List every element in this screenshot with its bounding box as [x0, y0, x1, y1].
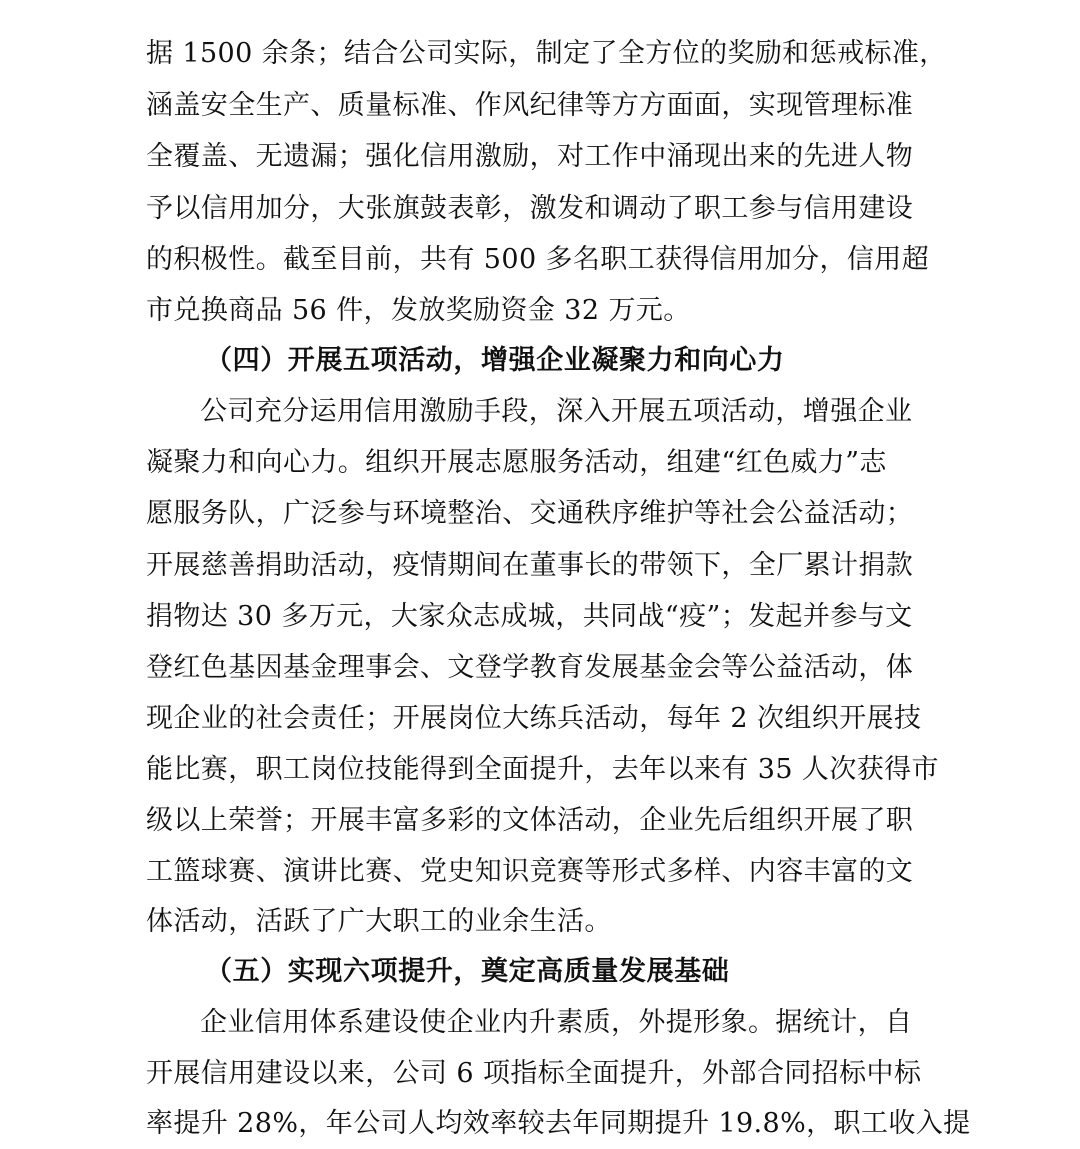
text-line: 率提升 28%，年公司人均效率较去年同期提升 19.8%，职工收入提 — [146, 1108, 971, 1139]
text-line: 涵盖安全生产、质量标准、作风纪律等方方面面，实现管理标准 — [146, 90, 914, 121]
section-heading: （四）开展五项活动，增强企业凝聚力和向心力 — [205, 345, 785, 376]
text-line: 工篮球赛、演讲比赛、党史知识竞赛等形式多样、内容丰富的文 — [146, 856, 914, 887]
text-line: 捐物达 30 多万元，大家众志成城，共同战“疫”；发起并参与文 — [146, 601, 913, 632]
text-line: 开展信用建设以来，公司 6 项指标全面提升，外部合同招标中标 — [146, 1058, 922, 1089]
text-line: 凝聚力和向心力。组织开展志愿服务活动，组建“红色威力”志 — [146, 447, 887, 478]
text-line: 公司充分运用信用激励手段，深入开展五项活动，增强企业 — [200, 396, 913, 427]
text-line: 市兑换商品 56 件，发放奖励资金 32 万元。 — [146, 295, 691, 326]
text-line: 现企业的社会责任；开展岗位大练兵活动，每年 2 次组织开展技 — [146, 703, 922, 734]
text-line: 愿服务队，广泛参与环境整治、交通秩序维护等社会公益活动； — [146, 498, 914, 529]
text-line: 登红色基因基金理事会、文登学教育发展基金会等公益活动，体 — [146, 652, 914, 683]
text-line: 级以上荣誉；开展丰富多彩的文体活动，企业先后组织开展了职 — [146, 805, 914, 836]
text-line: 全覆盖、无遗漏；强化信用激励，对工作中涌现出来的先进人物 — [146, 141, 914, 172]
text-line: 能比赛，职工岗位技能得到全面提升，去年以来有 35 人次获得市 — [146, 754, 939, 785]
text-line: 开展慈善捐助活动，疫情期间在董事长的带领下，全厂累计捐款 — [146, 550, 914, 581]
text-line: 据 1500 余条；结合公司实际，制定了全方位的奖励和惩戒标准， — [146, 38, 947, 69]
text-line: 体活动，活跃了广大职工的业余生活。 — [146, 906, 612, 937]
section-heading: （五）实现六项提升，奠定高质量发展基础 — [205, 956, 730, 987]
text-line: 企业信用体系建设使企业内升素质，外提形象。据统计，自 — [200, 1007, 913, 1038]
text-line: 的积极性。截至目前，共有 500 多名职工获得信用加分，信用超 — [146, 244, 930, 275]
text-line: 予以信用加分，大张旗鼓表彰，激发和调动了职工参与信用建设 — [146, 193, 914, 224]
